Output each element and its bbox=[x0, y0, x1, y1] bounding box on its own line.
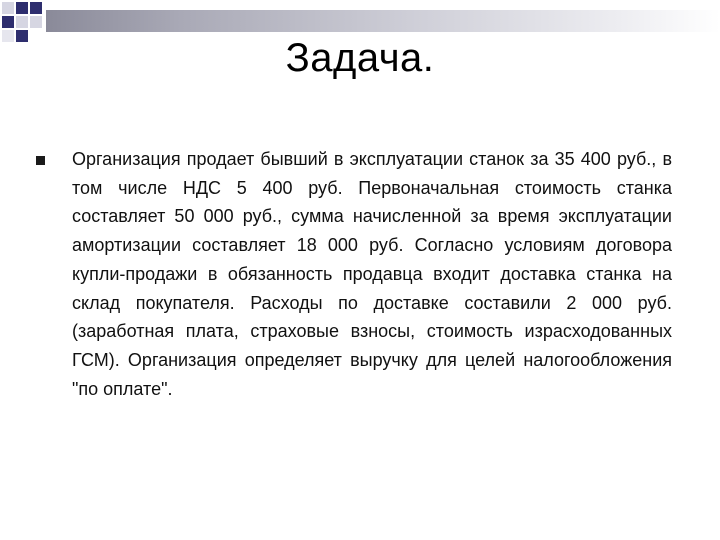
header-gradient-band bbox=[46, 10, 720, 32]
decor-square bbox=[16, 16, 28, 28]
slide-title: Задача. bbox=[285, 36, 435, 80]
decor-square bbox=[30, 16, 42, 28]
slide-content bbox=[36, 145, 672, 403]
square-bullet-icon bbox=[36, 156, 45, 165]
decor-square bbox=[16, 2, 28, 14]
bullet-item bbox=[36, 145, 672, 403]
task-text: Организация продает бывший в эксплуатации станок за 35 400 руб., в том числе НДС 5 400 руб. Первоначальная стоимость станка составляет 50 000 руб., сумма начисленной за время эксплуатации амортизации составляет 18 000 руб. Согласно условиям договора купли-продажи в обязанность продавца входит доставка станка на склад покупателя. Расходы по доставке составили 2 000 руб. (заработная плата, страховые взносы, стоимость израсходованных ГСМ). Организация определяет выручку для целей налогообложения "по оплате". bbox=[72, 149, 672, 399]
decor-square bbox=[30, 2, 42, 14]
decor-square bbox=[2, 16, 14, 28]
decor-square bbox=[2, 2, 14, 14]
